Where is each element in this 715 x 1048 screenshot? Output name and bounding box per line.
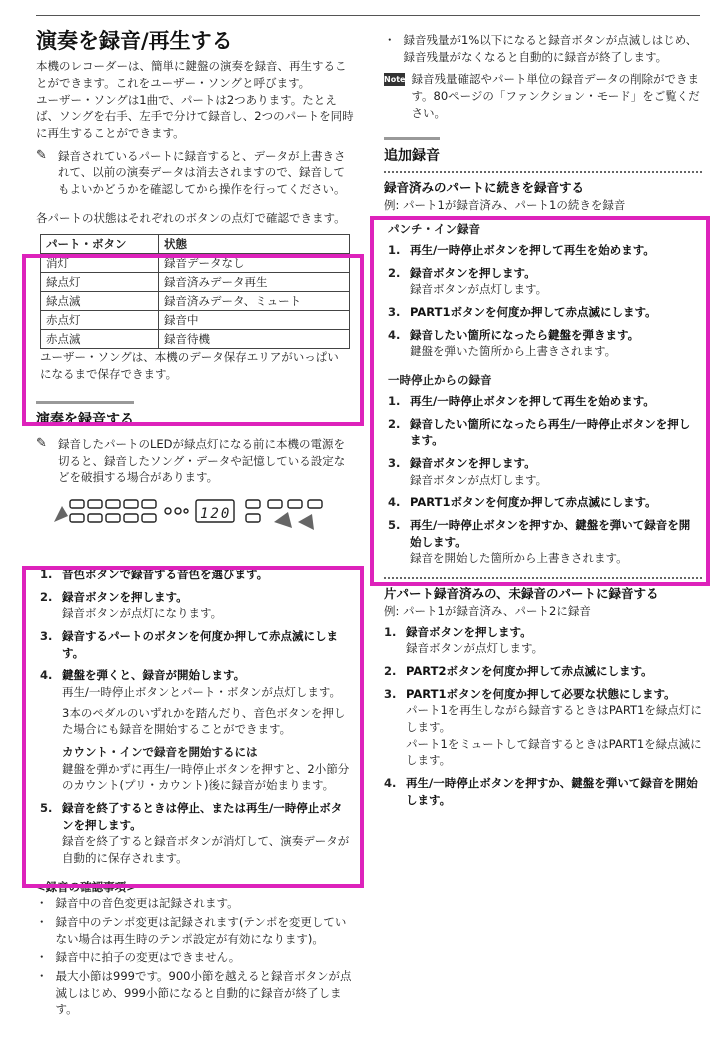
table-cell: 消灯	[41, 254, 159, 273]
sub1-heading: 録音済みのパートに続きを録音する	[384, 179, 585, 195]
tempo-display-value: 120	[200, 505, 232, 522]
caution-note-1	[36, 148, 354, 198]
step-item: 3. 録音するパートのボタンを何度か押して赤点滅にします。	[40, 628, 338, 660]
list-item: ・ 録音中に拍子の変更はできません。	[36, 950, 241, 965]
record-section-heading: 演奏を録音する	[36, 401, 134, 430]
step-item: 2. 録音ボタンを押します。 録音ボタンが点灯になります。	[40, 589, 223, 621]
list-item: ・ 録音残量が1%以下になると録音ボタンが点滅しはじめ、録音残量がなくなると自動的に録音が終了します。	[384, 33, 698, 64]
step-item: 4. 録音したい箇所になったら鍵盤を弾きます。 鍵盤を弾いた箇所から上書きされます。	[388, 327, 640, 359]
panel-illustration	[36, 492, 354, 544]
list-item: ・ 録音中のテンポ変更は記録されます(テンポを変更していない場合は再生時のテンポ設定が有効になります)。	[36, 915, 347, 946]
caution-pen-icon: ✎	[36, 435, 47, 451]
step-item: 1. 録音ボタンを押します。 録音ボタンが点灯します。	[384, 624, 544, 656]
table-cell: 緑点滅	[41, 292, 159, 311]
top-bullet-list	[384, 32, 702, 65]
caution-text-2: 録音したパートのLEDが緑点灯になる前に本機の電源を切ると、録音したソング・データや記憶している設定などを破損する場合があります。	[58, 436, 346, 485]
table-cell: 緑点灯	[41, 273, 159, 292]
step-item: 3. 録音ボタンを押します。 録音ボタンが点灯します。	[388, 455, 548, 487]
table-cell: 赤点滅	[41, 330, 159, 349]
table-cell: 赤点灯	[41, 311, 159, 330]
info-note	[384, 71, 702, 121]
table-cell: 録音中	[159, 311, 350, 330]
step-item: 4. 再生/一時停止ボタンを押すか、鍵盤を弾いて録音を開始します。	[384, 776, 698, 807]
table-cell: 録音済みデータ、ミュート	[159, 292, 350, 311]
step-item: 4. 鍵盤を弾くと、録音が開始します。 再生/一時停止ボタンとパート・ボタンが点灯します。 3本のペダルのいずれかを踏んだり、音色ボタンを押した場合にも録音を開始することができます。 カウント・インで録音を開始するには 鍵盤を弾かずに再生/一時停止ボタンを押すと、2小節分のカウント(プリ・カウント)後に録音が始まります。	[40, 668, 350, 793]
table-cell: 録音データなし	[159, 254, 350, 273]
additional-section-heading-wrap	[384, 137, 702, 166]
intro-paragraph-1: 本機のレコーダーは、簡単に鍵盤の演奏を録音、再生することができます。これをユーザー・ソングと呼びます。	[36, 59, 347, 90]
top-rule	[36, 15, 700, 16]
sub1-example: 例: パート1が録音済み、パート1の続きを録音	[384, 197, 626, 212]
dotted-divider	[384, 171, 702, 173]
sub2-example: 例: パート1が録音済み、パート2に録音	[384, 604, 591, 618]
table-header: 状態	[159, 235, 350, 254]
step-item: 2. PART2ボタンを何度か押して赤点滅にします。	[384, 664, 653, 679]
highlight-box-record-steps	[22, 566, 364, 888]
step-item: 1. 音色ボタンで録音する音色を選びます。	[40, 566, 269, 581]
caution-note-2	[36, 436, 354, 486]
table-footnote: ユーザー・ソングは、本機のデータ保存エリアがいっぱいになるまで保存できます。	[40, 350, 339, 381]
step-item: 5. 録音を終了するときは停止、または再生/一時停止ボタンを押します。 録音を終了すると録音ボタンが消灯して、演奏データが自動的に保存されます。	[40, 801, 350, 866]
note-text: 録音残量確認やパート単位の録音データの削除ができます。80ページの「ファンクション・モード」をご覧ください。	[411, 72, 700, 120]
intro-paragraph-2: ユーザー・ソングは1曲で、パートは2つあります。たとえば、ソングを右手、左手で分けて録音し、2つのパートを同時に再生することができます。	[36, 92, 354, 140]
page-title: 演奏を録音/再生する	[36, 29, 233, 53]
punch-in-heading: パンチ・イン録音	[388, 222, 480, 237]
caution-text-1: 録音されているパートに録音すると、データが上書きされて、以前の演奏データは消去されますので、録音してもよいかどうかを確認してから操作を行ってください。	[58, 148, 346, 196]
pause-record-heading: 一時停止からの録音	[388, 373, 492, 388]
sub2-steps	[384, 624, 702, 809]
table-cell: 録音済みデータ再生	[159, 273, 350, 292]
note-icon: Note	[384, 75, 406, 85]
table-intro: 各パートの状態はそれぞれのボタンの点灯で確認できます。	[36, 210, 346, 225]
panel-illustration-svg	[36, 492, 354, 544]
table-header-row	[41, 235, 350, 254]
highlight-box-table	[22, 254, 364, 426]
step-item: 4. PART1ボタンを何度か押して赤点滅にします。	[388, 495, 657, 510]
step-item: 1. 再生/一時停止ボタンを押して再生を始めます。	[388, 393, 655, 408]
table-header: パート・ボタン	[41, 235, 159, 254]
highlight-box-punch-in	[370, 216, 710, 586]
list-item: ・ 録音中の音色変更は記録されます。	[36, 896, 239, 911]
table-cell: 録音待機	[159, 330, 350, 349]
step-item: 2. 録音ボタンを押します。 録音ボタンが点灯します。	[388, 265, 548, 297]
check-list	[36, 895, 354, 1018]
additional-record-heading: 追加録音	[384, 137, 440, 166]
check-title: <録音の確認事項>	[36, 879, 136, 894]
step-item: 3. PART1ボタンを何度か押して必要な状態にします。 パート1を再生しながら録音するときはPART1を緑点灯にします。 パート1をミュートして録音するときはPART1を緑点滅にします。	[384, 686, 702, 768]
step-item: 1. 再生/一時停止ボタンを押して再生を始めます。	[388, 243, 655, 258]
caution-pen-icon: ✎	[36, 147, 47, 163]
step-item: 3. PART1ボタンを何度か押して赤点滅にします。	[388, 305, 657, 320]
step-item: 2. 録音したい箇所になったら再生/一時停止ボタンを押します。	[388, 416, 691, 448]
step-item: 5. 再生/一時停止ボタンを押すか、鍵盤を弾いて録音を開始します。 録音を開始した箇所から上書きされます。	[388, 517, 691, 566]
list-item: ・ 最大小節は999です。900小節を越えると録音ボタンが点滅しはじめ、999小節になると自動的に録音が終了します。	[36, 969, 352, 1017]
sub2-heading: 片パート録音済みの、未録音のパートに録音する	[384, 585, 659, 601]
